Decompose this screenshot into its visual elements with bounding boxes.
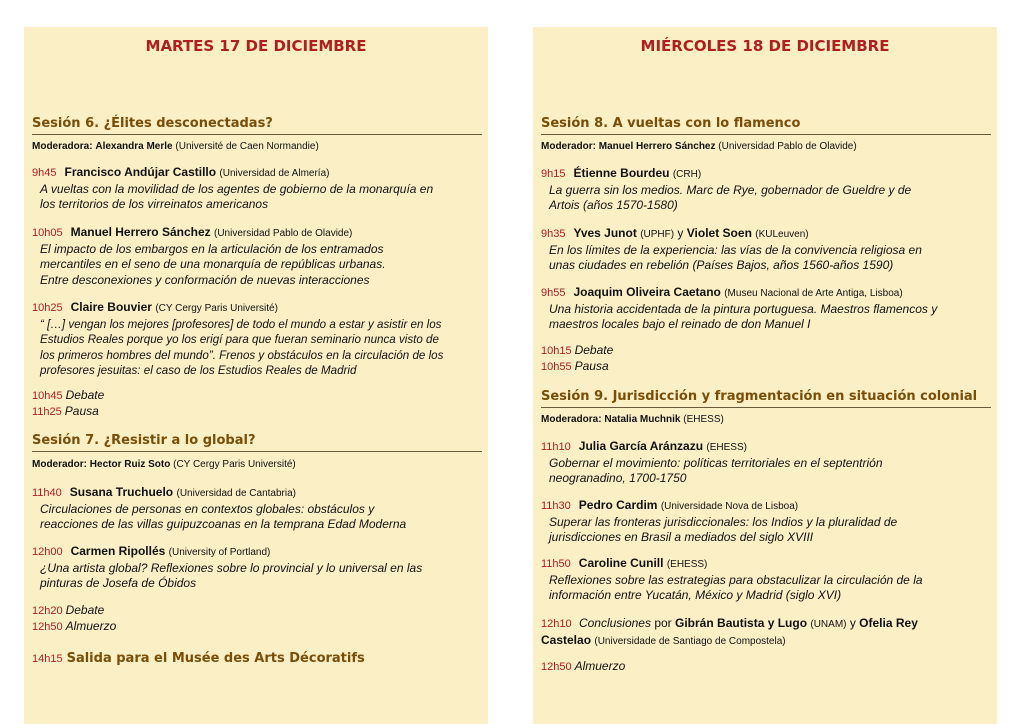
session-8-moderator: Moderador: Manuel Herrero Sánchez (Universidad Pablo de Olavide): [541, 141, 857, 152]
talk-item: 12h00 Carmen Ripollés (University of Portland) ¿Una artista global? Reflexiones sobre lo provincial y lo universal en las pinturas de Josefa de Óbidos: [32, 544, 480, 592]
talk-title: En los límites de la experiencia: las vías de la convivencia religiosa en unas ciudades en rebelión (Países Bajos, años 1560-años 1590): [549, 242, 922, 272]
session-6-moderator: Moderadora: Alexandra Merle (Université de Caen Normandie): [32, 141, 319, 152]
talk-item: 11h10 Julia García Aránzazu (EHESS) Gobernar el movimiento: políticas territoriales en el septentrión neogranadino, 1700-1750: [541, 439, 989, 487]
talk-title: Circulaciones de personas en contextos globales: obstáculos y reacciones de las villas guipuzcoanas en la temprana Edad Moderna: [40, 501, 407, 531]
debate-item: 12h20 Debate: [32, 603, 105, 617]
lunch-item: 12h50 Almuerzo: [541, 659, 626, 673]
lunch-item: 12h50 Almuerzo: [32, 619, 117, 633]
day-column-tuesday: [24, 27, 488, 724]
session-8-title: Sesión 8. A vueltas con lo flamenco: [541, 116, 991, 135]
pause-item: 11h25 Pausa: [32, 404, 99, 418]
talk-item: 9h55 Joaquim Oliveira Caetano (Museu Nacional de Arte Antiga, Lisboa) Una historia accidentada de la pintura portuguesa. Maestros flamencos y maestros locales bajo el reinado de don Manuel I: [541, 285, 989, 333]
session-9-title: Sesión 9. Jurisdicción y fragmentación en situación colonial: [541, 389, 991, 408]
talk-item: 10h05 Manuel Herrero Sánchez (Universidad Pablo de Olavide) El impacto de los embargos en la articulación de los entramados mercantiles en el seno de una monarquía de repúblicas urbanas. Entre desconexiones y conformación de nuevas interacciones: [32, 225, 480, 288]
talk-title: “ […] vengan los mejores [profesores] de todo el mundo a estar y asistir en los Estudios Reales porque yo los erigí para que fueran seminario nunca visto de los primeros hombres del mundo”. Frenos y obstáculos en la circulación de los profesores jesuitas: el caso de los Estudios Reales de Madrid: [40, 317, 444, 377]
conclusions-item: 12h10 Conclusiones por Gibrán Bautista y Lugo (UNAM) y Ofelia Rey Castelao (Universidade de Santiago de Compostela): [541, 616, 918, 647]
talk-item: 11h30 Pedro Cardim (Universidade Nova de Lisboa) Superar las fronteras jurisdiccionales: los Indios y la pluralidad de jurisdicciones en Brasil a mediados del siglo XVIII: [541, 498, 989, 546]
talk-item: 9h15 Étienne Bourdeu (CRH) La guerra sin los medios. Marc de Rye, gobernador de Gueldre y de Artois (años 1570-1580): [541, 166, 989, 214]
talk-title: Gobernar el movimiento: políticas territoriales en el septentrión neogranadino, 1700-1750: [549, 455, 883, 485]
debate-item: 10h45 Debate: [32, 388, 105, 402]
talk-item: 11h50 Caroline Cunill (EHESS) Reflexiones sobre las estrategias para obstaculizar la circulación de la información entre Yucatán, México y Madrid (siglo XVI): [541, 556, 989, 604]
talk-item: 11h40 Susana Truchuelo (Universidad de Cantabria) Circulaciones de personas en contextos globales: obstáculos y reacciones de las villas guipuzcoanas en la temprana Edad Moderna: [32, 485, 480, 533]
session-9-moderator: Moderadora: Natalia Muchnik (EHESS): [541, 414, 724, 425]
session-7-moderator: Moderador: Hector Ruiz Soto (CY Cergy Paris Université): [32, 459, 296, 470]
day-column-wednesday: [533, 27, 997, 724]
departure-item: 14h15 Salida para el Musée des Arts Décoratifs: [32, 651, 365, 666]
pause-item: 10h55 Pausa: [541, 359, 609, 373]
session-7-title: Sesión 7. ¿Resistir a lo global?: [32, 433, 482, 452]
talk-title: El impacto de los embargos en la articulación de los entramados mercantiles en el seno de una monarquía de repúblicas urbanas. Entre desconexiones y conformación de nuevas interacciones: [40, 241, 386, 287]
talk-title: A vueltas con la movilidad de los agentes de gobierno de la monarquía en los territorios de los virreinatos americanos: [40, 181, 434, 211]
debate-item: 10h15 Debate: [541, 343, 614, 357]
session-6-title: Sesión 6. ¿Élites desconectadas?: [32, 116, 482, 135]
talk-item: 10h25 Claire Bouvier (CY Cergy Paris Université) “ […] vengan los mejores [profesores] de todo el mundo a estar y asistir en los Estudios Reales porque yo los erigí para que fueran seminario nunca visto de los primeros hombres del mundo”. Frenos y obstáculos en la circulación de los profesores jesuitas: el caso de los Estudios Reales de Madrid: [32, 300, 480, 379]
talk-title: Reflexiones sobre las estrategias para obstaculizar la circulación de la información entre Yucatán, México y Madrid (siglo XVI): [549, 572, 923, 602]
talk-title: La guerra sin los medios. Marc de Rye, gobernador de Gueldre y de Artois (años 1570-1580): [549, 182, 912, 212]
talk-title: Superar las fronteras jurisdiccionales: los Indios y la pluralidad de jurisdicciones en Brasil a mediados del siglo XVIII: [549, 514, 898, 544]
talk-title: ¿Una artista global? Reflexiones sobre lo provincial y lo universal en las pinturas de Josefa de Óbidos: [40, 560, 423, 590]
day-title: MIÉRCOLES 18 DE DICIEMBRE: [640, 37, 890, 55]
day-title: MARTES 17 DE DICIEMBRE: [145, 37, 367, 55]
talk-item: 9h45 Francisco Andújar Castillo (Universidad de Almería) A vueltas con la movilidad de los agentes de gobierno de la monarquía en los territorios de los virreinatos americanos: [32, 165, 480, 213]
talk-item: 9h35 Yves Junot (UPHF) y Violet Soen (KULeuven) En los límites de la experiencia: las vías de la convivencia religiosa en unas ciudades en rebelión (Países Bajos, años 1560-años 1590): [541, 226, 989, 274]
talk-title: Una historia accidentada de la pintura portuguesa. Maestros flamencos y maestros locales bajo el reinado de don Manuel I: [549, 301, 938, 331]
